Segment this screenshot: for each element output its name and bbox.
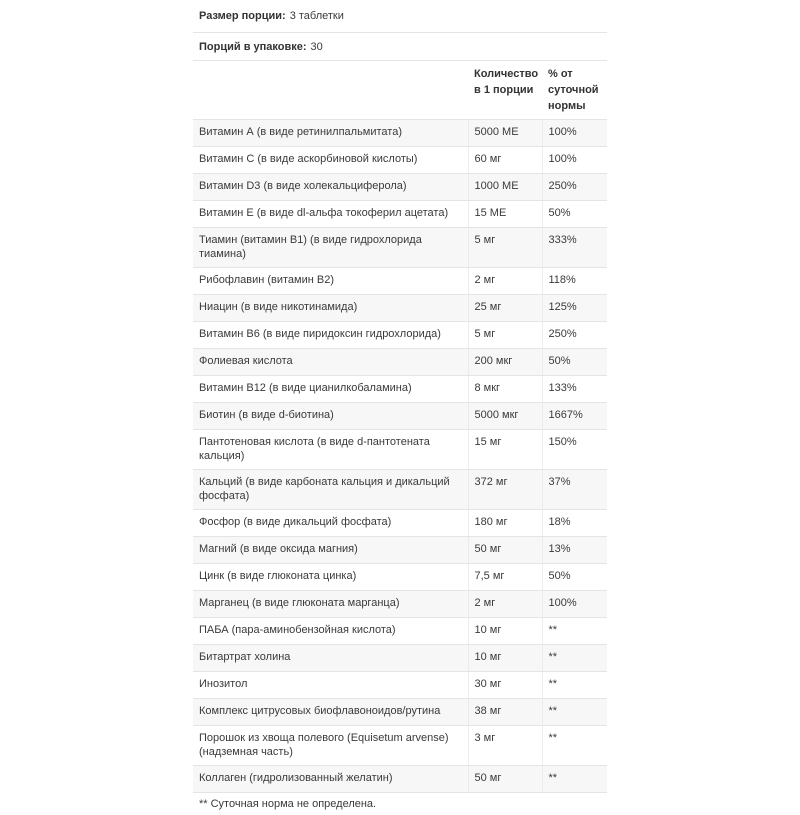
nutrient-daily-value: 250% [542,174,607,201]
nutrient-amount: 38 мг [468,699,542,726]
table-row [193,228,607,268]
nutrient-amount: 15 мг [468,430,542,470]
nutrient-amount: 200 мкг [468,349,542,376]
nutrient-name: Магний (в виде оксида магния) [193,537,468,564]
nutrient-name: Витамин В12 (в виде цианилкобаламина) [193,376,468,403]
nutrient-amount: 1000 МЕ [468,174,542,201]
serving-size-row [193,0,607,33]
nutrient-name: Пантотеновая кислота (в виде d-пантотената кальция) [193,430,468,470]
nutrient-name: Тиамин (витамин В1) (в виде гидрохлорида тиамина) [193,228,468,268]
nutrient-amount: 5000 мкг [468,403,542,430]
nutrient-name: Битартрат холина [193,645,468,672]
nutrient-name: Витамин В6 (в виде пиридоксин гидрохлорида) [193,322,468,349]
supplement-facts-panel [193,0,607,815]
nutrient-amount: 2 мг [468,591,542,618]
nutrient-name: Витамин С (в виде аскорбиновой кислоты) [193,147,468,174]
nutrient-amount: 15 МЕ [468,201,542,228]
nutrient-daily-value: 37% [542,470,607,510]
nutrient-name: Коллаген (гидролизованный желатин) [193,766,468,793]
table-row [193,201,607,228]
nutrient-name: Марганец (в виде глюконата марганца) [193,591,468,618]
nutrient-daily-value: 333% [542,228,607,268]
table-row [193,322,607,349]
nutrient-daily-value: 18% [542,510,607,537]
table-row [193,295,607,322]
nutrient-daily-value: 50% [542,349,607,376]
table-row [193,470,607,510]
table-row [193,403,607,430]
servings-per-container-value: 30 [310,40,323,53]
nutrient-daily-value: ** [542,726,607,766]
nutrient-daily-value: 13% [542,537,607,564]
table-row [193,376,607,403]
footnote: ** Суточная норма не определена. [199,798,377,810]
table-row [193,591,607,618]
table-row [193,430,607,470]
nutrient-name: Витамин Е (в виде dl-альфа токоферил ацетата) [193,201,468,228]
nutrient-name: Порошок из хвоща полевого (Equisetum arvense) (надземная часть) [193,726,468,766]
nutrient-daily-value: 1667% [542,403,607,430]
table-row [193,147,607,174]
nutrient-amount: 5 мг [468,228,542,268]
nutrient-daily-value: ** [542,645,607,672]
table-row [193,645,607,672]
nutrient-daily-value: 100% [542,147,607,174]
table-row [193,349,607,376]
nutrient-daily-value: 100% [542,591,607,618]
nutrient-amount: 50 мг [468,766,542,793]
nutrient-name: ПАБА (пара-аминобензойная кислота) [193,618,468,645]
nutrient-name: Витамин D3 (в виде холекальциферола) [193,174,468,201]
nutrient-name: Комплекс цитрусовых биофлавоноидов/рутина [193,699,468,726]
nutrient-daily-value: ** [542,672,607,699]
nutrient-daily-value: 50% [542,564,607,591]
table-row [193,672,607,699]
header-amount: Количество в 1 порции [468,61,542,120]
nutrient-daily-value: 50% [542,201,607,228]
nutrient-daily-value: 250% [542,322,607,349]
table-row [193,564,607,591]
servings-per-container-label: Порций в упаковке: [199,40,307,53]
table-row [193,174,607,201]
nutrient-daily-value: 100% [542,120,607,147]
nutrient-daily-value: 150% [542,430,607,470]
nutrient-daily-value: ** [542,766,607,793]
nutrient-amount: 180 мг [468,510,542,537]
nutrient-amount: 5 мг [468,322,542,349]
nutrient-amount: 25 мг [468,295,542,322]
table-row [193,618,607,645]
header-nutrient [193,61,468,120]
nutrient-name: Инозитол [193,672,468,699]
nutrient-name: Рибофлавин (витамин В2) [193,268,468,295]
nutrient-amount: 7,5 мг [468,564,542,591]
nutrient-daily-value: 125% [542,295,607,322]
servings-per-container-row [193,33,607,61]
nutrient-name: Витамин А (в виде ретинилпальмитата) [193,120,468,147]
nutrient-amount: 10 мг [468,645,542,672]
table-row [193,699,607,726]
table-row [193,766,607,793]
table-row [193,510,607,537]
nutrient-daily-value: ** [542,618,607,645]
table-row [193,537,607,564]
nutrient-name: Фосфор (в виде дикальций фосфата) [193,510,468,537]
nutrient-amount: 8 мкг [468,376,542,403]
nutrient-amount: 60 мг [468,147,542,174]
nutrient-amount: 3 мг [468,726,542,766]
nutrient-name: Фолиевая кислота [193,349,468,376]
nutrient-name: Кальций (в виде карбоната кальция и дикальций фосфата) [193,470,468,510]
table-row [193,268,607,295]
nutrient-name: Биотин (в виде d-биотина) [193,403,468,430]
nutrient-daily-value: ** [542,699,607,726]
nutrient-name: Ниацин (в виде никотинамида) [193,295,468,322]
nutrient-daily-value: 133% [542,376,607,403]
nutrient-table [193,61,607,793]
nutrient-amount: 372 мг [468,470,542,510]
nutrient-amount: 30 мг [468,672,542,699]
header-daily-value: % от суточной нормы [542,61,607,120]
serving-size-label: Размер порции: [199,10,286,22]
nutrient-daily-value: 118% [542,268,607,295]
nutrient-amount: 10 мг [468,618,542,645]
nutrient-amount: 2 мг [468,268,542,295]
serving-size-value: 3 таблетки [289,10,344,22]
table-row [193,726,607,766]
table-header-row [193,61,607,120]
table-row [193,120,607,147]
nutrient-amount: 5000 МЕ [468,120,542,147]
nutrient-name: Цинк (в виде глюконата цинка) [193,564,468,591]
nutrient-amount: 50 мг [468,537,542,564]
